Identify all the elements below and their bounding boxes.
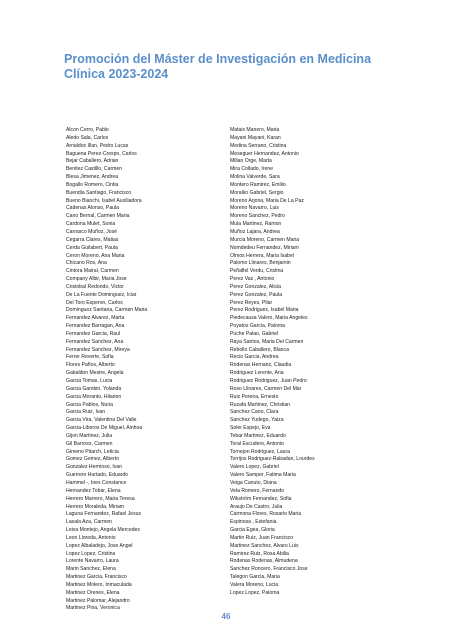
name-entry: Gabaldon Mestre, Angela	[66, 370, 124, 377]
name-entry: Ceron Moreno, Ana Maria	[66, 252, 125, 259]
name-entry: Veiga Canuto, Diana	[230, 479, 277, 486]
name-entry: Marin Sanchez, Elena	[66, 566, 116, 573]
name-entry: Fernandez Sanchez, Mireya	[66, 346, 130, 353]
name-entry: Fernandez Garcia, Raul	[66, 330, 121, 337]
name-entry: Cerda Guilabert, Paula	[66, 244, 118, 251]
name-entry: Vela Romero, Fernando	[230, 487, 285, 494]
name-entry: Gimeno Pitarch, Leticia	[66, 448, 119, 455]
name-entry: Fernandez Alvarez, Marta	[66, 315, 125, 322]
name-entry: Martinez Palomar, Alejandro	[66, 597, 130, 604]
name-entry: Cardona Mulet, Sonia	[66, 221, 116, 228]
name-entry: Ramirez Ruiz, Rosa Abilia	[230, 550, 289, 557]
name-entry: Gomez Gomez, Alberto	[66, 456, 119, 463]
name-entry: Bejar Caballero, Adrian	[66, 158, 119, 165]
name-entry: Raya Santos, Maria Del Carmen	[230, 338, 304, 345]
name-entry: Perez Gonzalez, Alicia	[230, 283, 281, 290]
name-entry: Carmona Flores, Rosario Maria	[230, 511, 302, 518]
name-entry: Olmos Herrera, Maria Isabel	[230, 252, 294, 259]
name-entry: Cristobal Redondo, Victor	[66, 283, 124, 290]
name-entry: Espinosa , Estefania	[230, 519, 277, 526]
name-entry: Arnaldos Illan, Pedro Lucas	[66, 142, 129, 149]
name-entry: Mula Martinez, Ramon	[230, 221, 282, 228]
name-entry: Molina Valverde, Sara	[230, 174, 280, 181]
name-entry: Hammel -, Ines Constance	[66, 479, 127, 486]
name-entry: Valero Samper, Fatima Maria	[230, 472, 296, 479]
name-entry: Garcia Egea, Gloria	[230, 527, 275, 534]
name-entry: Martinez Orenes, Elena	[66, 589, 120, 596]
name-entry: Chicano Ros, Ana	[66, 260, 107, 267]
name-entry: Soler Espejo, Eva	[230, 425, 271, 432]
name-entry: Fernandez Sanchez, Ana	[66, 338, 124, 345]
name-entry: Lopez Lopez, Cristina	[66, 550, 116, 557]
name-entry: Lopez Lopez, Paloma	[230, 589, 280, 596]
name-entry: Gil Barroso, Carmen	[66, 440, 113, 447]
name-entry: Garcia-Liberos De Miguel, Ainhoa	[66, 425, 143, 432]
name-entry: Lorente Navarro, Laura	[66, 558, 119, 565]
name-entry: Sanchez Yudego, Yaiza	[230, 417, 284, 424]
name-entry: Carrasco Muñoz, José	[66, 228, 117, 235]
name-entry: Ferrer Reverte, Sofia	[66, 354, 114, 361]
name-entry: Leiva Montejo, Angela Mercedes	[66, 527, 140, 534]
name-entry: Del Toro Esperon, Carlos	[66, 299, 123, 306]
name-entry: Ruzafa Martinez, Christian	[230, 401, 291, 408]
name-entry: Roso Llinares, Carmen Del Mar	[230, 385, 302, 392]
name-entry: Aledo Sala, Carlos	[66, 134, 109, 141]
name-entry: Sanchez Roncero, Francisco Jose	[230, 566, 308, 573]
name-entry: Nomdedeu Fernandez, Miriam	[230, 244, 299, 251]
name-entry: Recio Garcia, Andrea	[230, 354, 279, 361]
page-title-line-2: Clínica 2023-2024	[64, 67, 169, 81]
name-entry: Valera Moreno, Lucia	[230, 581, 279, 588]
name-entry: Garcia Vira, Valentina Del Valle	[66, 417, 137, 424]
name-entry: Cegarra Clares, Matias	[66, 236, 119, 243]
name-entry: Mataix Manero, Maria	[230, 127, 280, 133]
name-entry: Piedecausa Valero, Maria Angeles	[230, 315, 308, 322]
name-entry: Garcia Tomas, Lucia	[66, 378, 113, 384]
name-entry: Valero Lopez, Gabriel	[230, 464, 279, 471]
name-entry: Rodenas Rodenas, Almudena	[230, 558, 298, 565]
name-entry: Flores Paños, Alberto	[66, 362, 115, 369]
name-entry: Tornejon Rodriguez, Laura	[230, 448, 291, 455]
name-entry: Gijon Martinez, Julia	[66, 432, 113, 439]
name-entry: Moralko Gabriel, Sergio	[230, 189, 284, 196]
name-entry: Perez Rodriguez, Isabel Maria	[230, 307, 299, 314]
name-entry: Moreno Arjona, Maria De La Paz	[230, 197, 304, 204]
name-entry: Herrero Moraleda, Miriam	[66, 503, 125, 510]
name-entry: Alcon Cerro, Pablo	[66, 127, 109, 133]
name-entry: Leon Lloreda, Antonio	[66, 534, 116, 541]
name-entry: Garcia Gambin, Yolanda	[66, 385, 122, 392]
name-entry: Fernandez Barragan, Ana	[66, 323, 125, 330]
name-entry: Perez Vaz , Antonio	[230, 276, 275, 283]
name-entry: Moreno Sanchez, Pedro	[230, 213, 285, 220]
name-entry: Moreno Navarro, Luis	[230, 205, 279, 212]
name-entry: Torrijos Rodriguez-Rabadan, Lourdes	[230, 456, 315, 463]
name-entry: Lasala Aza, Carmen	[66, 519, 112, 526]
page-number: 46	[221, 612, 231, 621]
name-entry: Dominguez Santana, Carmen Maria	[66, 307, 148, 314]
name-entry: Perez Gonzalez, Paula	[230, 291, 283, 298]
name-entry: Meseguer Hernandez, Antonio	[230, 150, 299, 157]
name-entry: Buendia Santiago, Francisco	[66, 189, 132, 196]
name-entry: Rebollo Caballero, Blanca	[230, 346, 289, 353]
name-entry: Cintora Mairal, Carmen	[66, 268, 119, 275]
name-entry: Poyatos Garcia, Paloma	[230, 323, 285, 330]
names-column-right	[230, 127, 390, 598]
name-entry: Murcia Moreno, Carmen Maria	[230, 236, 300, 243]
name-entry: Cadenas Alonso, Paula	[66, 205, 119, 212]
name-entry: Peñaflel Verdu, Cristina	[230, 268, 284, 275]
name-entry: Company Albir, Maria Jose	[66, 276, 127, 283]
name-entry: Guerrero Hurtado, Eduardo	[66, 472, 129, 479]
name-entry: Medina Serrano, Cristina	[230, 142, 287, 149]
page-title-line-1: Promoción del Máster de Investigación en Medicina	[64, 52, 372, 66]
name-entry: Rodenas Hernanz, Claudia	[230, 362, 292, 369]
name-entry: Wikström Fernandez, Sofia	[230, 495, 292, 502]
name-entry: Mayani Mayani, Karan	[230, 134, 281, 141]
name-entry: Talegon Garcia, Maria	[230, 574, 280, 581]
name-entry: Millan Orge, Marta	[230, 158, 272, 165]
name-entry: Perez Reyes, Pilar	[230, 299, 273, 306]
name-entry: Martinez Molero, Inmaculada	[66, 581, 132, 588]
name-entry: De La Fuente Dominguez, Iciar	[66, 291, 137, 298]
page-title	[64, 52, 404, 82]
name-entry: Martinez Pina, Veronica	[66, 605, 120, 612]
name-entry: Laguna Fernandez, Rafael Jesus	[66, 511, 142, 518]
name-entry: Araujo De Castro, Julia	[230, 503, 283, 510]
name-entry: Hernandez Tobar, Elena	[66, 487, 121, 494]
name-entry: Gonzalez Hermoso, Ivan	[66, 464, 123, 471]
name-entry: Garcia Pablos, Nuria	[66, 401, 113, 408]
name-entry: Herrero Marrero, Maria Teresa	[66, 495, 135, 502]
name-entry: Palomo Llinares, Benjamin	[230, 260, 291, 267]
name-entry: Bueno Bianchi, Isabel Auxiliadora	[66, 197, 142, 204]
name-entry: Martin Ruiz, Juan Francisco	[230, 534, 294, 541]
name-entry: Blesa Jimenez, Andrea	[66, 174, 119, 181]
name-entry: Sanchez Cano, Clara	[230, 409, 279, 416]
name-entry: Mira Collado, Irene	[230, 166, 274, 173]
name-entry: Benitez Castillo, Carmen	[66, 166, 123, 173]
name-entry: Bogallo Romero, Cintia	[66, 181, 119, 188]
name-entry: Garcia Ruiz, Ivan	[66, 409, 106, 416]
name-entry: Garcia Moranto, Hilarion	[66, 393, 122, 400]
name-entry: Lopez Albaladejo, Jose Angel	[66, 542, 133, 549]
name-entry: Ruiz Pereira, Ernesto	[230, 393, 279, 400]
name-entry: Martinez Sanchez, Alvaro Luis	[230, 542, 299, 549]
name-entry: Rodriguez Rodriguez, Juan Pedro	[230, 378, 307, 384]
name-entry: Muñoz Lajara, Andrea	[230, 228, 280, 235]
name-entry: Baguena Perez-Crespo, Carlos	[66, 150, 137, 157]
name-entry: Montero Ramirez, Emilio	[230, 181, 286, 188]
name-entry: Tebar Martinez, Eduardo	[230, 432, 286, 439]
name-entry: Martinez Garcia, Francisco	[66, 574, 127, 581]
name-entry: Puche Palao, Gabriel	[230, 330, 279, 337]
name-entry: Cano Bernal, Carmen Maria	[66, 213, 130, 220]
names-column-left	[66, 127, 216, 613]
name-entry: Toral Escudero, Antonio	[230, 440, 284, 447]
name-entry: Rodriguez Lorente, Ana	[230, 370, 284, 377]
